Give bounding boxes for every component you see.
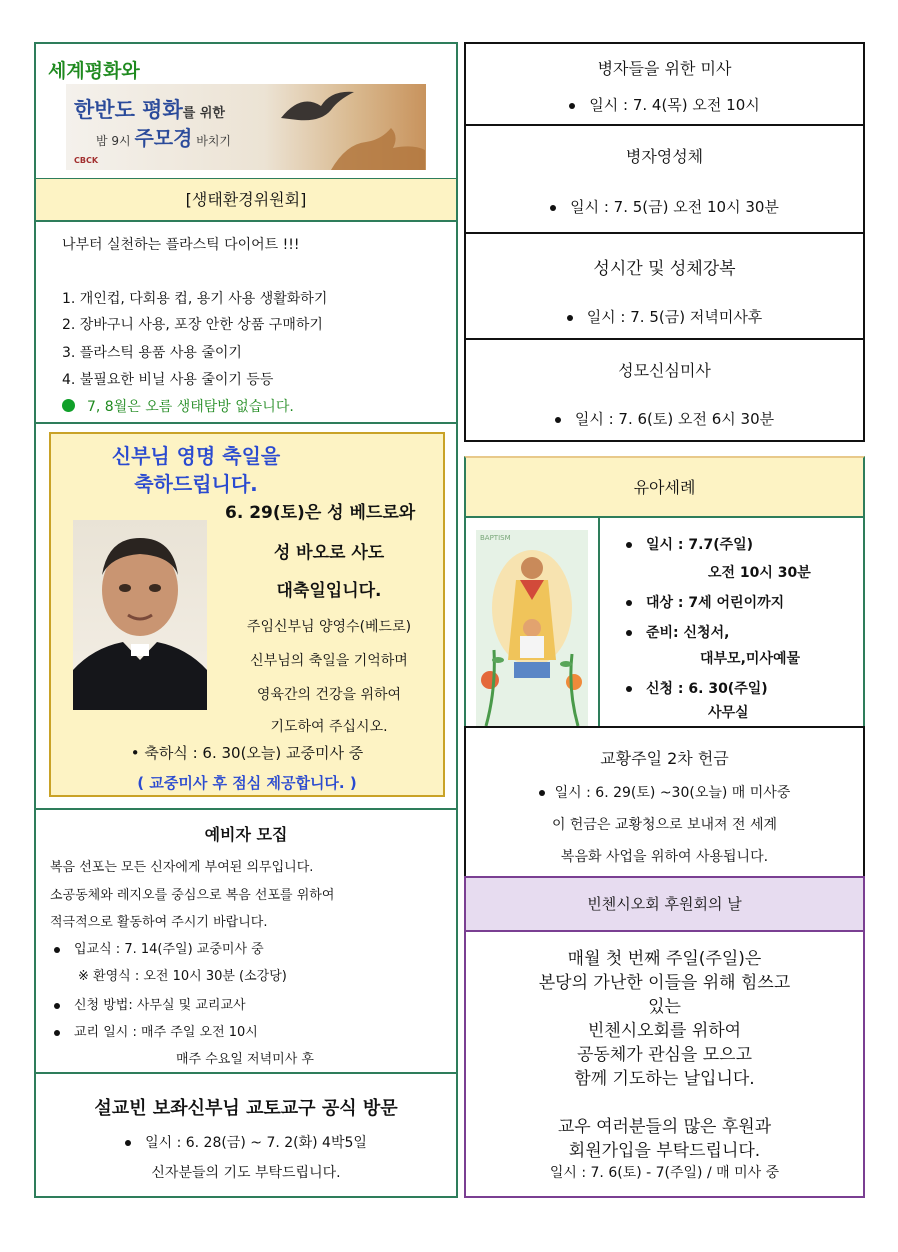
infant-apply: 신청 : 6. 30(주일) (646, 681, 768, 697)
catechumen-title: 예비자 모집 (204, 825, 288, 844)
infant-date: 일시 : 7.7(주일) (646, 537, 754, 553)
infant-prep: 준비: 신청서, (646, 625, 730, 641)
holy-hour-date-row (466, 306, 863, 327)
vincent-l5: 공동체가 관심을 모으고 (576, 1045, 753, 1065)
peace-title: 세계평화와 (48, 60, 140, 82)
eco-body (36, 222, 456, 422)
baptism-illustration (476, 530, 588, 726)
banner-text-c: 를 위한 (182, 106, 225, 121)
infant-target-row (626, 592, 784, 612)
feast-text-3: 영육간의 건강을 위하여 (256, 687, 402, 703)
feast-text-1: 주임신부님 양영수(베드로) (246, 619, 412, 635)
bullet-dot-icon (567, 315, 573, 321)
feast-text-4: 기도하여 주십시오. (270, 719, 388, 735)
sick-comm-date: 일시 : 7. 5(금) 오전 10시 30분 (570, 198, 779, 216)
bullet-dot-icon (54, 1003, 60, 1009)
catechumen-section (36, 810, 456, 1072)
eco-note: 7, 8월은 오름 생태탐방 없습니다. (87, 399, 294, 415)
bullet-dot-icon (626, 630, 632, 636)
catechumen-b3sub: 매주 수요일 저녁미사 후 (176, 1052, 314, 1067)
banner-text-e: 주모경 (134, 126, 193, 150)
pope-box (464, 726, 865, 878)
catechumen-b2-row (54, 994, 246, 1013)
eco-title: [생태환경위원회] (185, 190, 307, 209)
eco-item-4: 4. 불필요한 비닐 사용 줄이기 등등 (62, 372, 274, 388)
pope-line-3: 복음화 사업을 위하여 사용됩니다. (560, 849, 769, 865)
vincent-title-bar (464, 876, 865, 932)
vincent-l1: 매월 첫 번째 주일(주일)은 (567, 949, 762, 969)
eco-item-2: 2. 장바구니 사용, 포장 안한 상품 구매하기 (62, 317, 323, 333)
feast-text-2: 신부님의 축일을 기억하며 (250, 653, 408, 669)
banner-line-1 (74, 94, 225, 124)
bullet-dot-icon (125, 1140, 131, 1146)
sick-comm-box (464, 124, 865, 234)
sick-mass-box (464, 42, 865, 126)
catechumen-b3: 교리 일시 : 매주 주일 오전 10시 (74, 1025, 258, 1040)
peace-banner (66, 84, 426, 170)
bullet-dot-icon (54, 1030, 60, 1036)
banner-line-2 (96, 122, 231, 151)
vincent-l7: 교우 여러분들의 많은 후원과 (557, 1117, 772, 1137)
catechumen-b1sub: ※ 환영식 : 오전 10시 30분 (소강당) (78, 969, 287, 984)
infant-divider (598, 518, 600, 726)
banner-logo: CBCK (74, 156, 99, 165)
vincent-l2: 본당의 가난한 이들을 위해 힘쓰고 (538, 973, 791, 993)
green-circle-icon (62, 399, 75, 412)
banner-text-f: 바치기 (192, 134, 232, 148)
banner-text-d: 밤 9시 (96, 134, 135, 148)
catechumen-b2: 신청 방법: 사무실 및 교리교사 (74, 998, 246, 1013)
praying-hands-icon (321, 114, 426, 170)
priest-illustration (73, 520, 207, 710)
heart-mass-date: 일시 : 7. 6(토) 오전 6시 30분 (574, 410, 775, 428)
vincent-l6: 함께 기도하는 날입니다. (574, 1069, 755, 1089)
bullet-dot-icon (626, 600, 632, 606)
heart-mass-date-row (466, 408, 863, 429)
sick-mass-date-row (466, 94, 863, 115)
bullet-dot-icon (569, 103, 575, 109)
bullet-dot-icon (539, 790, 545, 796)
eco-title-bar (36, 179, 456, 221)
banner-text-b: 평화 (142, 98, 183, 122)
feast-title-1: 신부님 영명 축일을 (111, 444, 281, 468)
pope-title: 교황주일 2차 헌금 (600, 749, 729, 768)
priest-photo (73, 520, 207, 710)
vincent-l9: 일시 : 7. 6(토) - 7(주일) / 매 미사 중 (549, 1165, 780, 1181)
sick-mass-title: 병자들을 위한 미사 (597, 59, 732, 78)
baptism-drawing (476, 530, 588, 726)
pope-line-1: 일시 : 6. 29(토) ~30(오늘) 매 미사중 (554, 785, 791, 801)
feast-title-2: 축하드립니다. (134, 472, 258, 496)
infant-title-bar (466, 458, 863, 518)
infant-date-row (626, 534, 753, 554)
feast-lunch: ( 교중미사 후 점심 제공합니다. ) (137, 774, 357, 792)
catechumen-b1: 입교식 : 7. 14(주일) 교중미사 중 (74, 942, 264, 957)
catechumen-b3-row (54, 1021, 258, 1040)
sick-comm-title: 병자영성체 (625, 147, 704, 166)
pope-line-2: 이 헌금은 교황청으로 보내져 전 세계 (551, 817, 778, 833)
infant-prep-row (626, 622, 729, 642)
vincent-l4: 빈첸시오회를 위하여 (587, 1021, 742, 1041)
heart-mass-box (464, 338, 865, 442)
infant-title: 유아세례 (633, 478, 696, 497)
divider (36, 422, 456, 424)
visit-title: 설교빈 보좌신부님 교토교구 공식 방문 (94, 1098, 398, 1119)
pope-line-1-row (466, 782, 863, 802)
feast-line-3: 대축일입니다. (276, 581, 382, 601)
bullet-dot-icon (626, 542, 632, 548)
vincent-l8: 회원가입을 부탁드립니다. (568, 1141, 761, 1161)
catechumen-p1: 복음 선포는 모든 신자에게 부여된 의무입니다. (50, 860, 314, 875)
baptism-image-label: BAPTISM (480, 534, 511, 542)
holy-hour-title: 성시간 및 성체강복 (593, 259, 736, 279)
catechumen-p2: 소공동체와 레지오를 중심으로 복음 선포를 위하여 (50, 888, 335, 903)
vincent-title: 빈첸시오회 후원회의 날 (587, 895, 742, 913)
infant-apply-sub: 사무실 (708, 705, 749, 721)
feast-line-2: 성 바오로 사도 (273, 543, 385, 563)
visit-date: 일시 : 6. 28(금) ~ 7. 2(화) 4박5일 (145, 1135, 367, 1151)
heart-mass-title: 성모신심미사 (618, 361, 711, 380)
visit-section (36, 1074, 456, 1196)
feast-mass: • 축하식 : 6. 30(오늘) 교중미사 중 (130, 744, 364, 762)
eco-intro: 나부터 실천하는 플라스틱 다이어트 !!! (62, 237, 300, 253)
peace-section (36, 44, 456, 178)
vincent-l3: 있는 (648, 997, 681, 1017)
bullet-dot-icon (626, 686, 632, 692)
banner-text-a: 한반도 (74, 98, 143, 122)
vincent-box (464, 930, 865, 1198)
infant-prep-sub: 대부모,미사예물 (700, 651, 800, 667)
catechumen-b1-row (54, 938, 264, 957)
feast-line-1: 6. 29(토)은 성 베드로와 (225, 503, 416, 523)
visit-date-row (36, 1132, 456, 1152)
bullet-dot-icon (550, 205, 556, 211)
infant-target: 대상 : 7세 어린이까지 (646, 595, 785, 611)
sick-comm-date-row (466, 196, 863, 217)
holy-hour-box (464, 232, 865, 340)
bullet-dot-icon (555, 417, 561, 423)
infant-date-sub: 오전 10시 30분 (708, 565, 811, 581)
catechumen-p3: 적극적으로 활동하여 주시기 바랍니다. (50, 915, 268, 930)
bullet-dot-icon (54, 947, 60, 953)
sick-mass-date: 일시 : 7. 4(목) 오전 10시 (589, 96, 760, 114)
holy-hour-date: 일시 : 7. 5(금) 저녁미사후 (586, 308, 763, 326)
eco-item-3: 3. 플라스틱 용품 사용 줄이기 (62, 345, 242, 361)
infant-apply-row (626, 678, 768, 698)
eco-note-row (62, 396, 294, 416)
infant-box (464, 456, 865, 728)
visit-request: 신자분들의 기도 부탁드립니다. (151, 1165, 341, 1181)
feast-box (49, 432, 445, 797)
eco-item-1: 1. 개인컵, 다회용 컵, 용기 사용 생활화하기 (62, 291, 328, 307)
